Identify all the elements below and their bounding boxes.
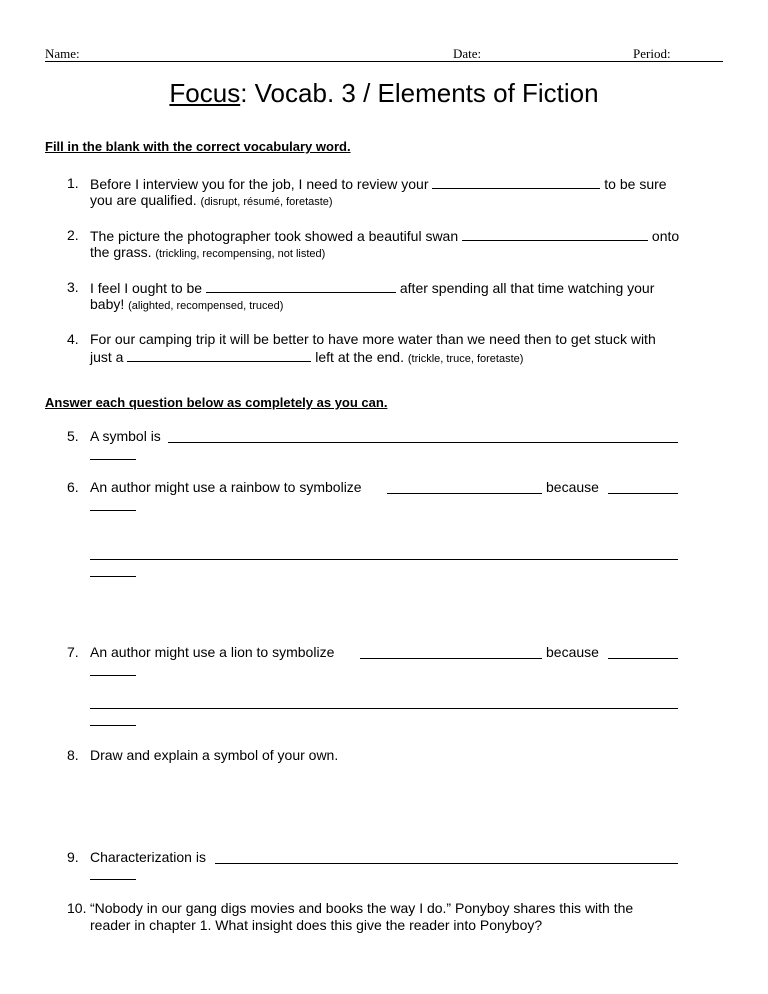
q1-hint: (disrupt, résumé, foretaste) [200,196,333,208]
q2-hint: (trickling, recompensing, not listed) [155,248,326,260]
q2-text-b: onto [651,228,680,244]
q7-answer-line2-cont[interactable] [90,725,136,726]
q7-because-blank[interactable] [608,658,678,659]
q1-blank[interactable] [432,175,600,189]
q3-number: 3. [67,279,79,295]
q3-blank[interactable] [206,279,396,293]
q3-hint: (alighted, recompensed, truced) [128,300,284,312]
q6-number: 6. [67,479,79,495]
q2-line2 [90,244,325,260]
q3-text-b: after spending all that time watching your [399,280,655,296]
q6-symbol-blank[interactable] [387,493,542,494]
q5-answer-line[interactable] [168,442,678,443]
q4-text-a: For our camping trip it will be better to have more water than we need then to get stuck with [90,331,656,347]
q8-number: 8. [67,747,79,763]
q2-line1 [90,227,679,244]
q4-text-b: just a [90,349,124,365]
q2-blank[interactable] [462,227,648,241]
q7-because: because [546,644,599,660]
title-focus: Focus [169,78,241,108]
q3-line2 [90,296,283,312]
q2-text-c: the grass. [90,244,152,260]
name-label: Name: [45,46,80,61]
q1-text-a: Before I interview you for the job, I need to review your [90,176,429,192]
q4-number: 4. [67,331,79,347]
q1-text-b: to be sure [604,176,667,192]
q7-symbol-blank[interactable] [360,658,542,659]
q5-number: 5. [67,428,79,444]
q6-answer-line2[interactable] [90,559,678,560]
section1-heading: Fill in the blank with the correct vocabulary word. [45,139,351,154]
q5-answer-line-cont[interactable] [90,459,136,460]
q1-number: 1. [67,175,79,191]
q7-text: An author might use a lion to symbolize [90,644,335,660]
q8-text: Draw and explain a symbol of your own. [90,747,339,763]
section2-heading: Answer each question below as completely as you can. [45,395,388,410]
date-label: Date: [453,46,482,61]
q10-line1: “Nobody in our gang digs movies and books the way I do.” Ponyboy shares this with the [90,900,634,916]
q6-text: An author might use a rainbow to symbolize [90,479,362,495]
q9-text: Characterization is [90,849,206,865]
q6-answer-line-cont[interactable] [90,510,136,511]
q1-line1 [90,175,667,192]
period-label: Period: [633,46,671,61]
q7-answer-line2[interactable] [90,708,678,709]
q1-line2 [90,192,333,208]
q7-number: 7. [67,644,79,660]
q10-line2: reader in chapter 1. What insight does this give the reader into Ponyboy? [90,917,543,933]
q6-because-blank[interactable] [608,493,678,494]
q5-text: A symbol is [90,428,161,444]
q4-text-c: left at the end. [315,349,404,365]
q4-line2 [90,348,523,365]
q9-answer-line[interactable] [215,863,678,864]
q9-number: 9. [67,849,79,865]
title-rest: : Vocab. 3 / Elements of Fiction [240,78,599,108]
q6-answer-line2-cont[interactable] [90,576,136,577]
q2-number: 2. [67,227,79,243]
q3-text-a: I feel I ought to be [90,280,203,296]
q10-number: 10. [67,900,87,916]
q1-text-c: you are qualified. [90,192,197,208]
q3-line1 [90,279,654,296]
q9-answer-line-cont[interactable] [90,879,136,880]
q3-text-c: baby! [90,296,125,312]
q2-text-a: The picture the photographer took showed a beautiful swan [90,228,459,244]
header-underline [45,61,723,62]
q7-answer-line-cont[interactable] [90,675,136,676]
q6-because: because [546,479,599,495]
q4-hint: (trickle, truce, foretaste) [407,353,524,365]
q4-line1 [90,331,656,347]
page-title [0,78,768,109]
q4-blank[interactable] [127,348,311,362]
